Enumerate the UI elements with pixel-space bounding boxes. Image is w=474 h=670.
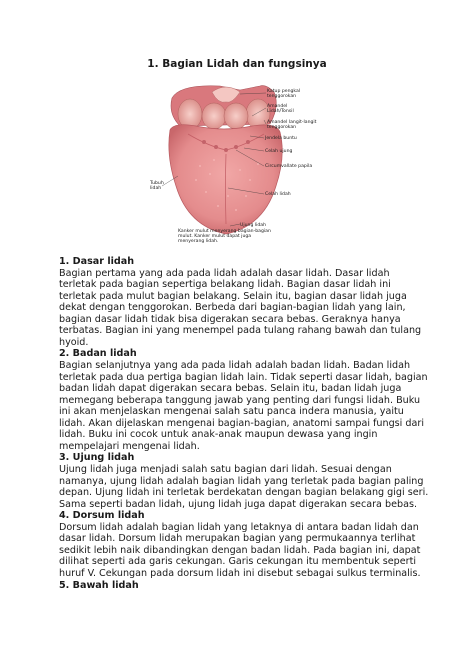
section-heading: 4. Dorsum lidah <box>59 510 145 522</box>
label-circumvallate: Circumvallate papila <box>265 164 313 169</box>
section-text: Bagian pertama yang ada pada lidah adalah dasar lidah. Dasar lidah terletak pada bagian sepertiga belakang lidah. Bagian dasar lidah ini terletak pada mulut bagian belakang. Selain itu, bagian dasar lidah juga dekat dengan tenggorokan. Berbeda dari bagian-bagian lidah yang lain, bagian dasar lidah tidak bisa digerakan secara bebas. Geraknya hanya terbatas. Bagian ini yang menempel pada tulang rahang bawah dan tulang hyoid. <box>59 267 422 348</box>
section-text: Bagian selanjutnya yang ada pada lidah adalah badan lidah. Badan lidah terletak pada dua pertiga bagian lidah lain. Tidak seperti dasar lidah, bagian badan lidah dapat digerakan secara bebas. Selain itu, badan lidah juga memegang beberapa tanggung jawab yang penting dari fungsi lidah. Buku ini akan menjelaskan mengenai salah satu panca indera manusia, yaitu lidah. Akan dijelaskan mengenai bagian-bagian, anatomi sampai fungsi dari lidah. Buku ini cocok untuk anak-anak maupun dewasa yang ingin mempelajari mengenai lidah. <box>59 360 428 452</box>
label-tenggorokan: tenggorokan <box>267 94 297 99</box>
tongue-anatomy-figure <box>140 76 340 248</box>
label-tenggorokan-2: tenggorokan <box>267 125 297 130</box>
section-text: Dorsum lidah adalah bagian lidah yang letaknya di antara badan lidah dan dasar lidah. Dorsum lidah merupakan bagian yang permukaannya terlihat sedikit lebih naik dibandingkan dengan badan lidah. Pada bagian ini, dapat dilihat seperti ada garis cekungan. Garis cekungan itu membentuk seperti huruf V. Cekungan pada dorsum lidah ini disebut sebagai sulkus terminalis. <box>59 521 421 579</box>
section-heading: 3. Ujung lidah <box>59 452 135 464</box>
label-lidah-tonsil: Lidah/Tonsil <box>267 109 294 114</box>
label-tubuh: Tubuh <box>150 181 164 186</box>
lingual-tonsil-right <box>224 103 248 129</box>
document-body <box>59 256 429 591</box>
label-jendela: Jendela buntu <box>265 136 297 141</box>
label-ujung-lidah: Ujung lidah <box>240 223 267 228</box>
section-text: Ujung lidah juga menjadi salah satu bagian dari lidah. Sesuai dengan namanya, ujung lidah adalah bagian lidah yang terletak pada bagian paling depan. Ujung lidah ini terletak berdekatan dengan bagian belakang gigi seri. Sama seperti badan lidah, ujung lidah juga dapat digerakan secara bebas. <box>59 463 429 510</box>
label-lidah: lidah <box>150 186 162 191</box>
label-amandel-langit: Amandel langit-langit <box>267 120 317 125</box>
page-title: 1. Bagian Lidah dan fungsinya <box>147 58 327 70</box>
tongue-anatomy-image <box>140 76 340 248</box>
label-celah-ujung: Celah ujung <box>265 149 293 154</box>
label-amandel: Amandel <box>267 104 288 109</box>
label-katup: Katup pengkal <box>267 89 301 94</box>
label-celah-lidah: Celah lidah <box>265 192 291 197</box>
caption-line-3: menyerang lidah. <box>178 239 219 244</box>
lingual-tonsil-left <box>202 103 226 129</box>
section-heading: 5. Bawah lidah <box>59 579 139 591</box>
section-heading: 2. Badan lidah <box>59 348 137 360</box>
caption-line-2: mulut. Kanker mulut dapat juga <box>178 234 252 239</box>
caption-line-1: Kanker mulut menyerang bagian-bagian <box>178 229 271 234</box>
section-heading: 1. Dasar lidah <box>59 256 135 267</box>
